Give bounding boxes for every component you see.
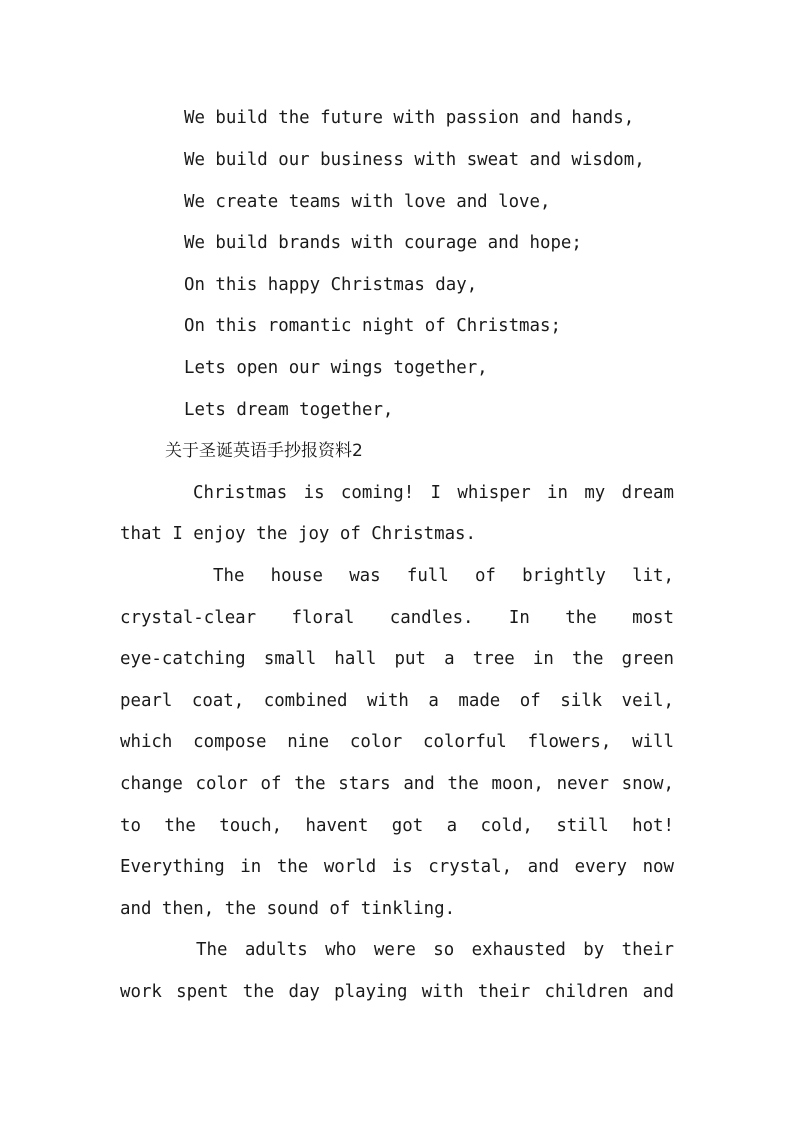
paragraph-line: work spent the day playing with their children and <box>120 982 674 1002</box>
section-heading: 关于圣诞英语手抄报资料2 <box>165 441 363 461</box>
paragraph-line: The house was full of brightly lit, <box>213 566 674 586</box>
poem-line: We build our business with sweat and wisdom, <box>184 150 645 170</box>
paragraph-line: Christmas is coming! I whisper in my dream <box>193 483 674 503</box>
poem-line: On this happy Christmas day, <box>184 275 478 295</box>
paragraph-line: and then, the sound of tinkling. <box>120 899 456 919</box>
poem-line: We create teams with love and love, <box>184 192 551 212</box>
poem-line: On this romantic night of Christmas; <box>184 316 561 336</box>
paragraph-line: pearl coat, combined with a made of silk veil, <box>120 691 674 711</box>
poem-line: Lets dream together, <box>184 400 394 420</box>
poem-line: We build brands with courage and hope; <box>184 233 582 253</box>
poem-line: We build the future with passion and hands, <box>184 108 635 128</box>
paragraph-line: Everything in the world is crystal, and every now <box>120 857 674 877</box>
paragraph-line: to the touch, havent got a cold, still hot! <box>120 816 674 836</box>
paragraph-line: that I enjoy the joy of Christmas. <box>120 524 476 544</box>
paragraph-line: change color of the stars and the moon, never snow, <box>120 774 674 794</box>
paragraph-line: eye-catching small hall put a tree in the green <box>120 649 674 669</box>
paragraph-line: The adults who were so exhausted by their <box>196 940 674 960</box>
paragraph-line: which compose nine color colorful flowers, will <box>120 732 674 752</box>
paragraph-line: crystal-clear floral candles. In the most <box>120 608 674 628</box>
poem-line: Lets open our wings together, <box>184 358 488 378</box>
